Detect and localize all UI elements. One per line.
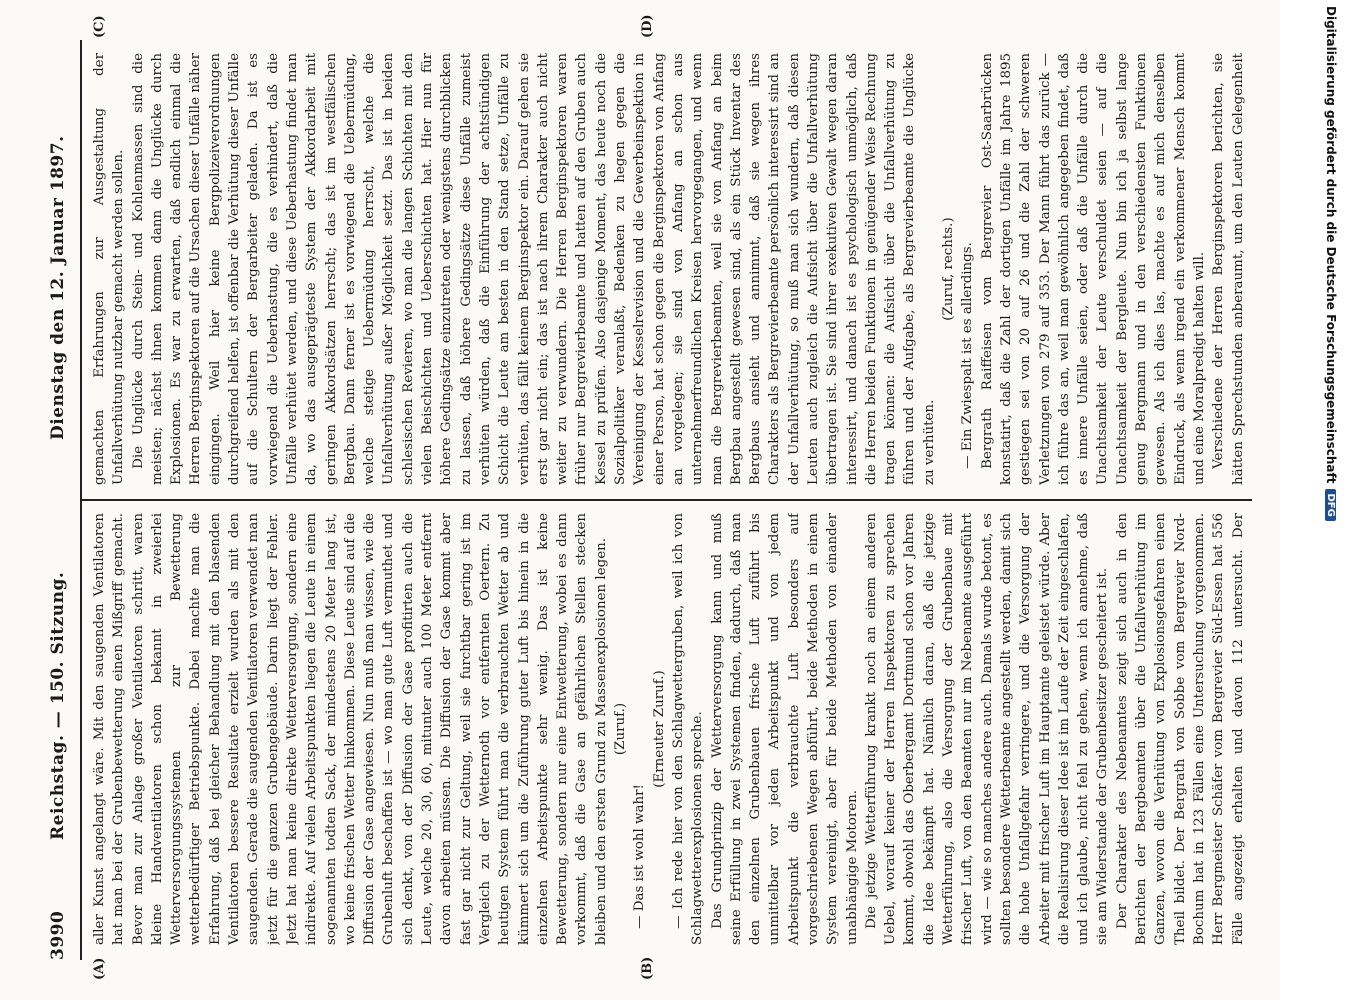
digitization-credit bbox=[1319, 6, 1347, 994]
paragraph: Verschiedene der Herren Berginspektoren berichten, sie hätten Sprechstunden anberaumt, um den Leuten Gelegenheit bbox=[1211, 53, 1246, 485]
paragraph: — Das ist wohl wahr! bbox=[632, 784, 648, 929]
margin-letter-d: (D) bbox=[640, 14, 655, 38]
dfg-logo: DFG bbox=[1326, 489, 1337, 520]
left-column bbox=[90, 513, 1250, 945]
paragraph: gemachten Erfahrungen zur Ausgestaltung der Unfallverhütung nutzbar gemacht werden sollen. bbox=[92, 53, 127, 485]
column-divider bbox=[82, 499, 1252, 501]
credit-line bbox=[1321, 6, 1341, 994]
session-title: Reichstag. — 150. Sitzung. bbox=[48, 571, 68, 840]
paragraph: aller Kunst angelangt wäre. Mit den saugenden Ventilatoren hat man bei der Grubenbewetterung einen Mißgriff gemacht. Bevor man zur Anlage großer Ventilatoren schritt, waren kleine Handventilatoren schon bekannt in zweierlei Wetterversorgungssystemen zur Bewetterung wetterbedürftiger Betriebspunkte. Dabei machte man die Erfahrung, daß bei gleicher Behandlung mit den blasenden Ventilatoren bessere Resultate erzielt wurden als mit den saugenden. Gerade die saugenden Ventilatoren verwendet man jetzt für die ganzen Grubengebäude. Darin liegt der Fehler. Jetzt hat man keine direkte Wetterversorgung, sondern eine indirekte. Auf vielen Arbeitspunkten liegen die Leute in einem sogenannten todten Sack, der mindestens 20 Meter lang ist, wo keine frischen Wetter hinkommen. Diese Leute sind auf die Diffusion der Gase angewiesen. Nun muß man wissen, wie die Grubenluft beschaffen ist — wo man gute Luft vermuthet und sich denkt, von der Diffusion der Gase profitirten auch die Leute, welche 20, 30, 60, mitunter auch 100 Meter entfernt davon arbeiten müssen. Die Diffusion der Gase kommt aber fast gar nicht zur Geltung, weil sie furchtbar gering ist im Vergleich zu der Wetternoth vor entfernten Oertern. Zu heutigen System führt man die verbrauchten Wetter ab und kümmert sich um die Zuführung guter Luft bis hinein in die einzelnen Arbeitspunkte sehr wenig. Das ist keine Bewetterung, sondern nur eine Entwetterung, wobei es dann vorkommt, daß die Gase an gefährlichen Stellen stecken bleiben und den ersten Grund zu Massenexplosionen legen. bbox=[92, 513, 609, 945]
page-header bbox=[36, 40, 76, 960]
margin-letter-c: (C) bbox=[92, 15, 107, 38]
paragraph: Der Charakter des Nebenamtes zeigt sich auch in den Berichten der Bergbeamten über die Unfallverhütung im Ganzen, wovon die Verhütung von Explosionsgefahren einen Theil bildet. Der Bergrath von Sobbe vom Bergrevier Nord-Bochum hat in 123 Fällen eine Untersuchung vorgenommen. Herr Bergmeister Schäfer vom Bergrevier Süd-Essen hat 556 Fälle angezeigt erhalten und davon 112 untersucht. Der bbox=[1114, 513, 1246, 945]
paragraph: Bergrath Raiffeisen vom Bergrevier Ost-Saarbrücken konstatirt, daß die Zahl der dortigen Unfälle im Jahre 1895 gestiegen sei von 20 auf 26 und die Zahl der schweren Verletzungen von 279 auf 353. Der Mann führt das zurück — ich führe das an, weil man gewöhnlich angegeben findet, daß es innere Unfälle seien, oder daß die Unfälle durch die Unachtsamkeit der Leute verschuldet seien — auf die Unachtsamkeit der Bergleute. Nun bin ich ja selbst lange genug Bergmann und in den verschiedensten Funktionen gewesen. Als ich dies las, machte es auf mich denselben Eindruck, als wenn irgend ein verkommener Mensch kommt und eine Moralpredigt halten will. bbox=[979, 53, 1207, 485]
margin-letter-a: (A) bbox=[92, 957, 107, 980]
right-column bbox=[90, 53, 1250, 485]
page-number: 3990 bbox=[48, 910, 68, 960]
paragraph: Das Grundprinzip der Wetterversorgung kann und muß seine Erfüllung in zwei Systemen finden, dadurch, daß man den einzelnen Grubenbauen frische Luft zuführt bis unmittelbar vor jeden Arbeitspunkt und von jedem Arbeitspunkt die verbrauchte Luft besonders auf vorgeschriebenen Wegen abführt, beide Methoden in einem System vereinigt, aber für beide Methoden von einander unabhängige Motoren. bbox=[709, 513, 860, 945]
interjection: (Erneuter Zuruf.) bbox=[651, 670, 667, 788]
paragraph: Die jetzige Wetterführung krankt noch an einem anderen Uebel, worauf keiner der Herren Inspektoren zu sprechen kommt, obwohl das Oberbergamt Dortmund schon vor Jahren die Idee bekämpft hat. Nämlich daran, daß die jetzige Wetterführung, also die Versorgung der Grubenbaue mit frischer Luft, von den Beamten nur im Nebenamte ausgeführt wird — wie so manches andere auch. Damals wurde betont, es sollten besondere Wetterbeamte angestellt werden, damit sich die hohe Unfallgefahr verringere, und die Versorgung der Arbeiter mit frischer Luft im Hauptamte geleistet würde. Aber die Realisirung dieser Idee ist im Laufe der Zeit eingeschlafen, und ich glaube, nicht fehl zu gehen, wenn ich annehme, daß sie am Widerstande der Grubenbesitzer gescheitert ist. bbox=[863, 513, 1111, 945]
margin-letter-b: (B) bbox=[640, 956, 655, 980]
credit-text: Digitalisierung gefördert durch die Deutsche Forschungsgemeinschaft bbox=[1324, 6, 1338, 484]
paragraph: — Ein Zwiespalt ist es allerdings. bbox=[960, 242, 976, 469]
interjection: (Zuruf, rechts.) bbox=[941, 217, 957, 321]
paragraph: — Ich rede hier von den Schlagwettergruben, weil ich von Schlagwetterexplosionen spreche. bbox=[670, 513, 706, 945]
paragraph: Die Unglücke durch Stein- und Kohlenmassen sind die meisten; nächst ihnen kommen dann die Unglücke durch Explosionen. Es war zu erwarten, daß endlich einmal die Herren Berginspektoren auf die Ursachen dieser Unfälle näher eingingen. Weil hier keine Bergpolizeiverordnungen durchgreifend helfen, ist offenbar die Verhütung dieser Unfälle auf die Schultern der Bergarbeiter geladen. Da ist es vorwiegend die Ueberhastung, die es verhindert, daß die Unfälle verhütet werden, und diese Ueberhastung findet man da, wo das ausgeprägteste System der Akkordarbeit mit geringen Akkordsätzen herrscht; das ist im westfälischen Bergbau. Dann ferner ist es vorwiegend die Uebermüdung, welche stetige Uebermüdung herrscht, welche die Unfallverhütung außer Möglichkeit setzt. Das ist in beiden schlesischen Revieren, wo man die langen Schichten mit den vielen Beischichten und Ueberschichten hat. Hier nun für höhere Gedingsätze einzutreten oder wenigstens durchblicken zu lassen, daß höhere Gedingsätze diese Unfälle zumeist verhüten würden, daß die Einführung der achtstündigen Schicht die Leute am besten in den Stand setze, Unfälle zu verhüten, das fällt keinem Berginspektor ein. Darauf gehen sie erst gar nicht ein; das ist nach ihrem Charakter auch nicht weiter zu verwundern. Die Herren Berginspektoren waren früher nur Bergrevierbeamte und hatten auf den Gruben auch Kessel zu prüfen. Also dasjenige Moment, das heute noch die Sozialpolitiker veranlaßt, Bedenken zu hegen gegen die Vereinigung der Kesselrevision und die Gewerbeinspektion in einer Person, hat schon gegen die Berginspektoren von Anfang an vorgelegen; sie sind von Anfang an schon aus unternehmerfreundlichen Kreisen hervorgegangen, und wenn man die Bergrevierbeamten, weil sie von Anfang an beim Bergbau angestellt gewesen sind, als ein Stück Inventar des Bergbaus ansieht und annimmt, daß sie wegen ihres Charakters als Bergrevierbeamte persönlich interessirt sind an der Unfallverhütung, so muß man sich wundern, daß diesen Leuten auch zugleich die Aufsicht über die Unfallverhütung übertragen ist. Sie sind ihrer exekutiven Gewalt wegen daran interessirt, und danach ist es psychologisch unmöglich, daß die Herren beiden Funktionen in genügender Weise Rechnung tragen können: die Aufsicht über die Unfallverhütung zu führen und der Aufgabe, als Bergrevierbeamte die Unglücke zu verhüten. bbox=[130, 53, 937, 485]
session-date: Dienstag den 12. Januar 1897. bbox=[48, 135, 68, 440]
interjection: (Zuruf.) bbox=[613, 702, 629, 756]
